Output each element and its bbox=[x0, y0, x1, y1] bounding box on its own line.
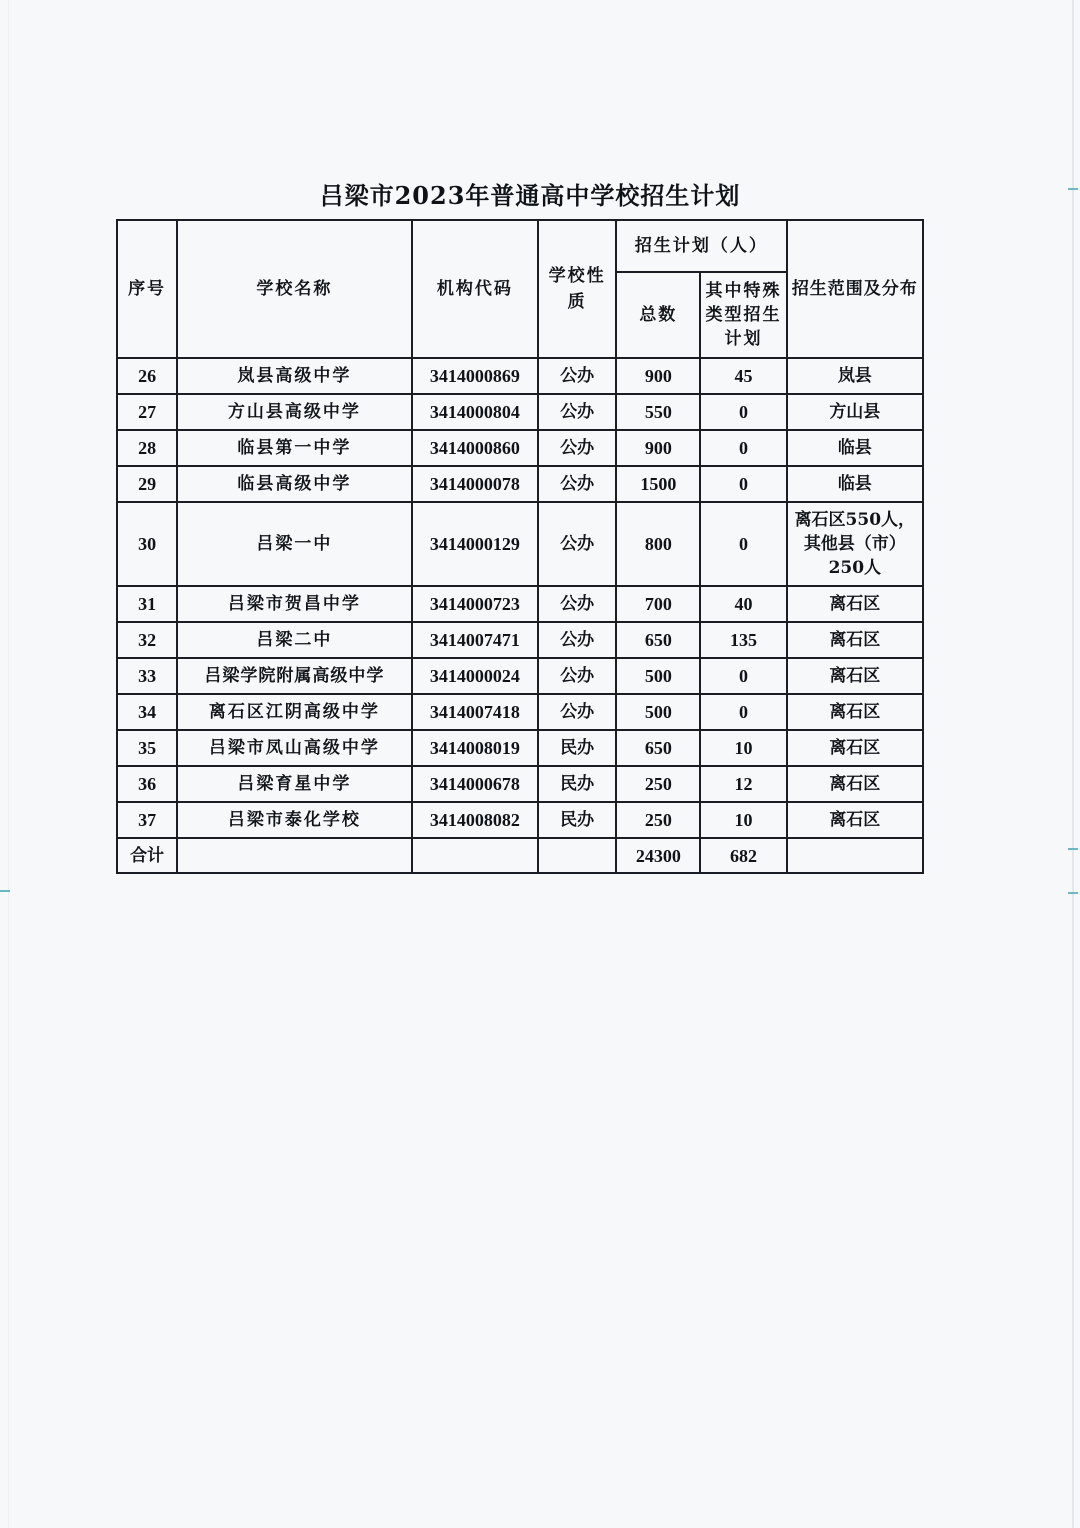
cell-total: 550 bbox=[616, 394, 700, 430]
page-edge-left bbox=[8, 0, 9, 1528]
header-scope: 招生范围及分布 bbox=[787, 220, 923, 358]
cell-special: 10 bbox=[700, 802, 786, 838]
header-plan-group: 招生计划（人） bbox=[616, 220, 786, 272]
cell-school-type: 公办 bbox=[538, 658, 616, 694]
cell-seq: 34 bbox=[117, 694, 177, 730]
cell-seq: 36 bbox=[117, 766, 177, 802]
cell-school-type: 公办 bbox=[538, 586, 616, 622]
cell-empty bbox=[177, 838, 412, 873]
table-row bbox=[117, 730, 923, 766]
cell-scope: 岚县 bbox=[787, 358, 923, 394]
scan-mark bbox=[1068, 848, 1078, 850]
header-org-code: 机构代码 bbox=[412, 220, 538, 358]
cell-seq: 29 bbox=[117, 466, 177, 502]
cell-org-code: 3414000869 bbox=[412, 358, 538, 394]
cell-org-code: 3414000723 bbox=[412, 586, 538, 622]
cell-school-name: 吕梁市泰化学校 bbox=[177, 802, 412, 838]
page-edge-right bbox=[1072, 0, 1074, 1528]
cell-seq: 33 bbox=[117, 658, 177, 694]
cell-special: 45 bbox=[700, 358, 786, 394]
cell-empty bbox=[787, 838, 923, 873]
cell-school-name: 吕梁市贺昌中学 bbox=[177, 586, 412, 622]
cell-total: 1500 bbox=[616, 466, 700, 502]
cell-school-type: 公办 bbox=[538, 694, 616, 730]
table-row bbox=[117, 802, 923, 838]
cell-scope: 离石区 bbox=[787, 766, 923, 802]
cell-seq: 30 bbox=[117, 502, 177, 586]
cell-school-type: 公办 bbox=[538, 502, 616, 586]
cell-school-name: 临县高级中学 bbox=[177, 466, 412, 502]
cell-special: 10 bbox=[700, 730, 786, 766]
header-special: 其中特殊类型招生计划 bbox=[700, 272, 786, 358]
cell-school-name: 岚县高级中学 bbox=[177, 358, 412, 394]
cell-grand-total: 24300 bbox=[616, 838, 700, 873]
header-seq: 序号 bbox=[117, 220, 177, 358]
cell-seq: 31 bbox=[117, 586, 177, 622]
cell-org-code: 3414007418 bbox=[412, 694, 538, 730]
cell-total-label: 合计 bbox=[117, 838, 177, 873]
cell-school-type: 公办 bbox=[538, 430, 616, 466]
cell-school-type: 公办 bbox=[538, 394, 616, 430]
cell-total: 900 bbox=[616, 358, 700, 394]
cell-special: 0 bbox=[700, 394, 786, 430]
cell-total: 250 bbox=[616, 802, 700, 838]
cell-seq: 26 bbox=[117, 358, 177, 394]
cell-school-name: 吕梁育星中学 bbox=[177, 766, 412, 802]
cell-empty bbox=[412, 838, 538, 873]
cell-special: 135 bbox=[700, 622, 786, 658]
cell-school-type: 民办 bbox=[538, 730, 616, 766]
cell-org-code: 3414000860 bbox=[412, 430, 538, 466]
cell-scope: 离石区 bbox=[787, 586, 923, 622]
cell-school-name: 吕梁一中 bbox=[177, 502, 412, 586]
cell-org-code: 3414000129 bbox=[412, 502, 538, 586]
scan-mark bbox=[0, 890, 10, 892]
cell-scope: 离石区 bbox=[787, 802, 923, 838]
cell-total: 800 bbox=[616, 502, 700, 586]
table-body bbox=[117, 358, 923, 873]
scan-mark bbox=[1068, 892, 1078, 894]
cell-total: 900 bbox=[616, 430, 700, 466]
cell-school-name: 吕梁二中 bbox=[177, 622, 412, 658]
table-row bbox=[117, 694, 923, 730]
enrollment-plan-table bbox=[116, 219, 924, 874]
scan-mark bbox=[1068, 188, 1078, 190]
cell-org-code: 3414008082 bbox=[412, 802, 538, 838]
cell-empty bbox=[538, 838, 616, 873]
cell-scope: 临县 bbox=[787, 430, 923, 466]
table-row bbox=[117, 622, 923, 658]
cell-scope: 离石区 bbox=[787, 694, 923, 730]
cell-seq: 35 bbox=[117, 730, 177, 766]
cell-scope: 离石区550人，其他县（市）250人 bbox=[787, 502, 923, 586]
cell-special: 0 bbox=[700, 466, 786, 502]
table-row bbox=[117, 394, 923, 430]
cell-seq: 28 bbox=[117, 430, 177, 466]
cell-org-code: 3414007471 bbox=[412, 622, 538, 658]
document-title: 吕梁市2023年普通高中学校招生计划 bbox=[319, 181, 741, 210]
header-school-name: 学校名称 bbox=[177, 220, 412, 358]
cell-seq: 27 bbox=[117, 394, 177, 430]
table-row bbox=[117, 766, 923, 802]
cell-total: 500 bbox=[616, 658, 700, 694]
header-school-type: 学校性质 bbox=[538, 220, 616, 358]
cell-total: 250 bbox=[616, 766, 700, 802]
cell-total: 650 bbox=[616, 622, 700, 658]
cell-total: 700 bbox=[616, 586, 700, 622]
table-row bbox=[117, 586, 923, 622]
table-row bbox=[117, 658, 923, 694]
total-row bbox=[117, 838, 923, 873]
cell-school-name: 离石区江阴高级中学 bbox=[177, 694, 412, 730]
cell-special: 0 bbox=[700, 694, 786, 730]
cell-school-name: 方山县高级中学 bbox=[177, 394, 412, 430]
cell-special: 0 bbox=[700, 658, 786, 694]
cell-special: 0 bbox=[700, 502, 786, 586]
cell-seq: 32 bbox=[117, 622, 177, 658]
cell-org-code: 3414000024 bbox=[412, 658, 538, 694]
cell-school-type: 公办 bbox=[538, 466, 616, 502]
cell-special: 40 bbox=[700, 586, 786, 622]
cell-total: 500 bbox=[616, 694, 700, 730]
cell-org-code: 3414000678 bbox=[412, 766, 538, 802]
cell-school-name: 吕梁学院附属高级中学 bbox=[177, 658, 412, 694]
cell-seq: 37 bbox=[117, 802, 177, 838]
table-row bbox=[117, 466, 923, 502]
cell-scope: 离石区 bbox=[787, 658, 923, 694]
cell-grand-special: 682 bbox=[700, 838, 786, 873]
cell-school-type: 民办 bbox=[538, 766, 616, 802]
cell-special: 12 bbox=[700, 766, 786, 802]
cell-school-name: 吕梁市凤山高级中学 bbox=[177, 730, 412, 766]
table-row bbox=[117, 358, 923, 394]
cell-scope: 离石区 bbox=[787, 622, 923, 658]
cell-scope: 离石区 bbox=[787, 730, 923, 766]
cell-school-type: 公办 bbox=[538, 622, 616, 658]
cell-school-type: 民办 bbox=[538, 802, 616, 838]
cell-org-code: 3414000078 bbox=[412, 466, 538, 502]
cell-org-code: 3414008019 bbox=[412, 730, 538, 766]
cell-org-code: 3414000804 bbox=[412, 394, 538, 430]
cell-special: 0 bbox=[700, 430, 786, 466]
cell-scope: 方山县 bbox=[787, 394, 923, 430]
cell-total: 650 bbox=[616, 730, 700, 766]
cell-school-type: 公办 bbox=[538, 358, 616, 394]
table-row bbox=[117, 430, 923, 466]
cell-scope: 临县 bbox=[787, 466, 923, 502]
table-row bbox=[117, 502, 923, 586]
cell-school-name: 临县第一中学 bbox=[177, 430, 412, 466]
header-total: 总数 bbox=[616, 272, 700, 358]
